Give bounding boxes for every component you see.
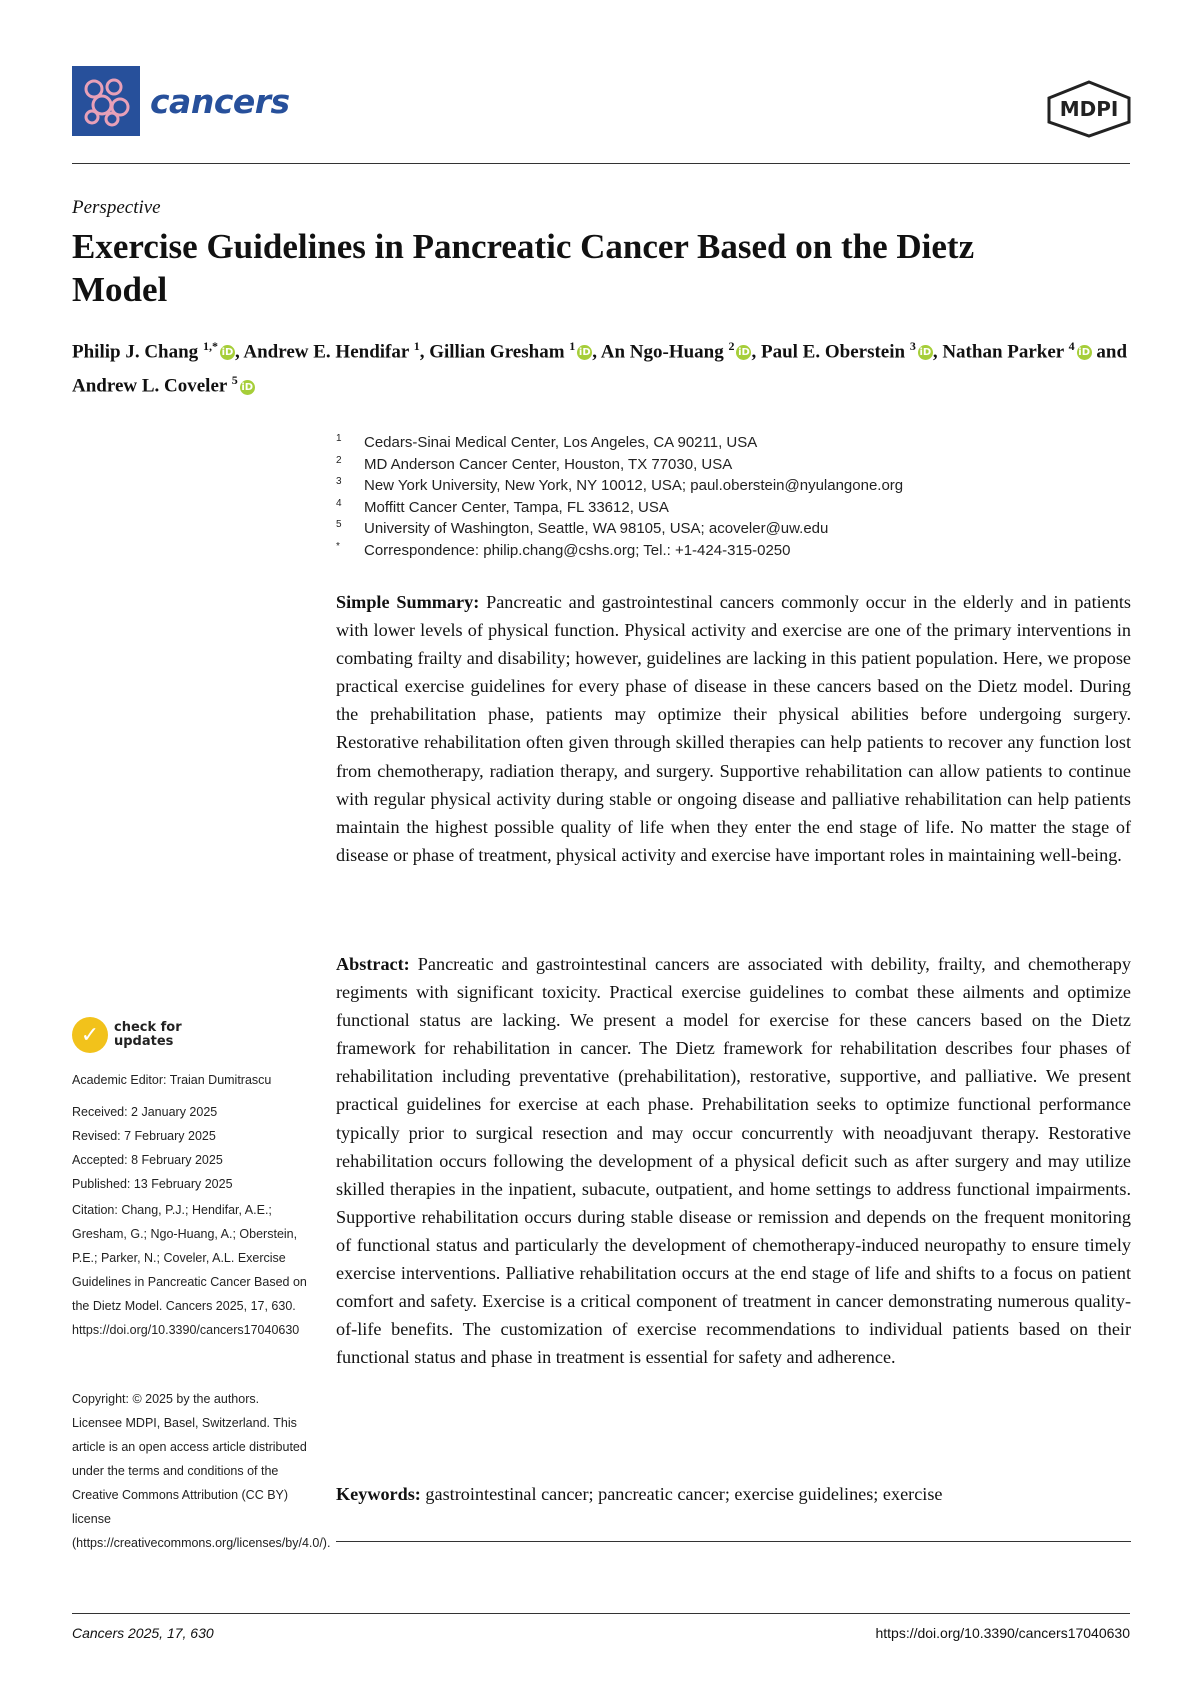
orcid-icon[interactable]: iD [241, 381, 254, 393]
copyright-notice: Copyright: © 2025 by the authors. Licensee MDPI, Basel, Switzerland. This article is an open access article distributed under the terms and conditions of the Creative Commons Attribution (CC BY) license (https://creativecommons.org/licenses/by/4.0/). [72, 1392, 331, 1550]
affiliation-mark: 3 [336, 476, 342, 487]
author-name: Philip J. Chang [72, 341, 199, 363]
affiliation-mark: * [336, 540, 340, 552]
academic-editor: Academic Editor: Traian Dumitrascu [72, 1073, 272, 1087]
author-affiliation-mark: 3 [909, 339, 916, 353]
body-divider [336, 1541, 1131, 1542]
author-separator: , [751, 341, 761, 363]
footer-citation: Cancers 2025, 17, 630 [72, 1625, 214, 1641]
summary-label: Simple Summary: [336, 592, 480, 612]
author-name: Nathan Parker [942, 341, 1064, 363]
affiliation-item [336, 454, 1136, 476]
summary-text: Pancreatic and gastrointestinal cancers commonly occur in the elderly and in patients with lower levels of physical function. Physical activity and exercise are one of the primary interventions in combating frailty and disability; however, guidelines are lacking in this patient population. Here, we propose practical exercise guidelines for every phase of disease in these cancers based on the Dietz model. During the prehabilitation phase, patients may optimize their physical abilities before undergoing surgery. Restorative rehabilitation often given through skilled therapies can help patients to recover any function lost from chemotherapy, radiation therapy, and surgery. Supportive rehabilitation can allow patients to continue with regular physical activity during stable or ongoing disease and palliative rehabilitation can help patients maintain the highest possible quality of life when they enter the end stage of life. No matter the stage of disease or phase of treatment, physical activity and exercise have important roles in maintaining well-being. [336, 592, 1132, 865]
journal-logo-icon [72, 66, 140, 136]
author-affiliation-mark: 4 [1068, 339, 1075, 353]
keywords-text: gastrointestinal cancer; pancreatic cancer; exercise guidelines; exercise [425, 1484, 943, 1504]
orcid-icon[interactable]: iD [221, 347, 234, 359]
abstract-text: Pancreatic and gastrointestinal cancers are associated with debility, frailty, and chemotherapy regiments with significant toxicity. Practical exercise guidelines to combat these ailments and optimize functional status are lacking. We present a model for exercise for these cancers based on the Dietz framework for rehabilitation in cancer. The Dietz framework for rehabilitation describes four phases of rehabilitation including preventative (prehabilitation), restorative, supportive, and palliative. We present practical guidelines for exercise at each phase. Prehabilitation seeks to optimize functional performance typically prior to surgical resection and may occur concurrently with neoadjuvant therapy. Restorative rehabilitation occurs following the development of a physical deficit such as after surgery and may utilize skilled therapies in the inpatient, subacute, outpatient, and home settings to address functional impairments. Supportive rehabilitation occurs during stable disease or remission and depends on the frequent monitoring of functional status and particularly the development of chemotherapy-induced neuropathy to ensure timely exercise interventions. Palliative rehabilitation occurs at the end stage of life and shifts to a focus on patient comfort and safety. Exercise is a critical component of treatment in cancer demonstrating numerous quality-of-life benefits. The customization of exercise recommendations to individual patients based on their functional status and phase in treatment is essential for safety and adherence. [336, 954, 1131, 1368]
author-separator: and [1091, 341, 1128, 363]
affiliation-text: New York University, New York, NY 10012, USA; paul.oberstein@nyulangone.org [364, 477, 904, 494]
author-separator: , [419, 341, 430, 363]
affiliation-item [336, 518, 1136, 540]
publication-dates [72, 1100, 312, 1196]
author-name: Andrew E. Hendifar [243, 341, 409, 363]
author-name: Andrew L. Coveler [72, 375, 227, 397]
journal-name: cancers [150, 82, 290, 121]
affiliation-mark: 1 [336, 433, 342, 444]
author-affiliation-mark: 2 [728, 339, 735, 353]
author-affiliation-mark: 5 [231, 373, 238, 388]
affiliations [336, 432, 1136, 561]
citation: Citation: Chang, P.J.; Hendifar, A.E.; Gresham, G.; Ngo-Huang, A.; Oberstein, P.E.; Parker, N.; Coveler, A.L. Exercise Guidelines in Pancreatic Cancer Based on the Dietz Model. Cancers 2025, 17, 630. https://doi.org/10.3390/cancers17040630 [72, 1203, 307, 1337]
affiliation-text: MD Anderson Cancer Center, Houston, TX 77030, USA [364, 455, 733, 473]
publisher-name: MDPI [1059, 97, 1119, 121]
doi-link[interactable]: https://doi.org/10.3390/cancers17040630 [875, 1625, 1130, 1641]
author-name: Paul E. Oberstein [760, 341, 906, 363]
affiliation-item [336, 432, 1136, 454]
keywords-label: Keywords: [336, 1484, 421, 1504]
author-affiliation-mark: 1 [413, 339, 420, 353]
orcid-icon[interactable]: iD [919, 347, 932, 359]
checkmark-icon: ✓ [72, 1017, 108, 1053]
affiliation-text: Moffitt Cancer Center, Tampa, FL 33612, USA [364, 498, 669, 516]
abstract [336, 950, 1131, 1371]
date-item: Published: 13 February 2025 [72, 1177, 233, 1191]
affiliation-item [336, 497, 1136, 519]
footer-divider [72, 1613, 1130, 1614]
mdpi-logo-icon [1045, 80, 1133, 143]
affiliation-item [336, 540, 1136, 562]
article-type: Perspective [72, 197, 161, 218]
check-updates-line1: check for [114, 1020, 182, 1035]
header-divider [72, 163, 1130, 164]
orcid-icon[interactable]: iD [578, 347, 591, 359]
check-updates-line2: updates [114, 1034, 174, 1049]
affiliation-text: Cedars-Sinai Medical Center, Los Angeles, CA 90211, USA [364, 434, 758, 451]
check-for-updates-button[interactable] [72, 1017, 182, 1053]
orcid-icon[interactable]: iD [1078, 347, 1090, 359]
author-name: An Ngo-Huang [600, 341, 724, 363]
author-separator: , [932, 341, 943, 363]
affiliation-mark: 5 [336, 519, 342, 530]
author-affiliation-mark: 1,* [202, 339, 218, 353]
keywords [336, 1480, 1131, 1508]
author-affiliation-mark: 1 [569, 339, 576, 353]
date-item: Accepted: 8 February 2025 [72, 1153, 223, 1167]
affiliation-text: University of Washington, Seattle, WA 98105, USA; acoveler@uw.edu [364, 520, 829, 537]
affiliation-item [336, 475, 1136, 497]
author-list [72, 332, 1132, 401]
date-item: Received: 2 January 2025 [72, 1105, 218, 1119]
author-name: Gillian Gresham [429, 341, 565, 363]
affiliation-mark: 2 [336, 454, 342, 466]
date-item: Revised: 7 February 2025 [72, 1129, 216, 1143]
orcid-icon[interactable]: iD [738, 347, 750, 359]
abstract-label: Abstract: [336, 954, 410, 974]
simple-summary [336, 588, 1131, 869]
article-title: Exercise Guidelines in Pancreatic Cancer Based on the Dietz Model [72, 227, 975, 309]
author-separator: , [592, 341, 601, 363]
affiliation-text: Correspondence: philip.chang@cshs.org; Tel.: +1-424-315-0250 [364, 541, 791, 559]
affiliation-mark: 4 [336, 497, 342, 509]
author-separator: , [234, 341, 244, 363]
